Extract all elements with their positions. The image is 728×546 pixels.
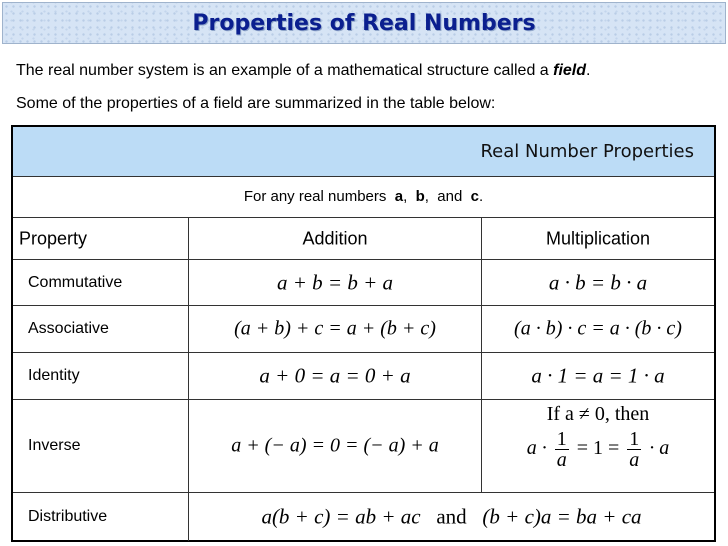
distributive-left: a(b + c) = ab + ac: [261, 504, 421, 529]
fraction: [555, 429, 569, 470]
page-title: Properties of Real Numbers: [192, 11, 536, 36]
table-row: [13, 353, 714, 400]
table-row: [13, 493, 714, 541]
intro-line-1: [16, 62, 590, 80]
addition-formula: a + 0 = a = 0 + a: [259, 363, 411, 388]
inverse-middle: = 1 =: [576, 437, 620, 460]
fraction-numerator: 1: [556, 428, 567, 450]
intro-text: The real number system is an example of a mathematical structure called a: [16, 62, 554, 79]
fraction-numerator: 1: [629, 428, 640, 450]
row-label: Identity: [28, 367, 80, 384]
table-row: [13, 306, 714, 353]
inverse-lhs: a ·: [526, 437, 547, 460]
header-multiplication: Multiplication: [545, 228, 651, 248]
note-text: For any real numbers: [243, 188, 387, 205]
addition-formula: a + b = b + a: [276, 270, 393, 294]
table-note: For any real numbers a, b, and c.: [13, 177, 714, 218]
multiplication-formula: (a · b) · c = a · (b · c): [514, 317, 682, 340]
addition-formula: a + (− a) = 0 = (− a) + a: [231, 434, 439, 457]
row-label: Commutative: [28, 273, 123, 291]
multiplication-formula: [482, 429, 714, 470]
multiplication-formula: a · b = b · a: [548, 270, 648, 294]
note-var-a: a: [394, 188, 404, 205]
header-addition: Addition: [302, 228, 368, 248]
inverse-rhs: · a: [649, 437, 670, 460]
table-caption-bar: [13, 127, 714, 177]
distributive-and: and: [436, 504, 467, 529]
fraction-denominator: a: [556, 449, 567, 471]
intro-period: .: [586, 62, 591, 79]
multiplication-formula: a · 1 = a = 1 · a: [531, 363, 665, 388]
distributive-formula: [189, 505, 714, 530]
addition-formula: (a + b) + c = a + (b + c): [234, 317, 436, 340]
table-caption: Real Number Properties: [480, 141, 694, 162]
multiplication-condition: If a ≠ 0, then: [546, 403, 650, 425]
table-row: [13, 400, 714, 493]
distributive-right: (b + c)a = ba + ca: [482, 504, 642, 529]
table-row: [13, 260, 714, 306]
intro-line-2: Some of the properties of a field are summarized in the table below:: [16, 95, 496, 112]
table-header-row: [13, 218, 714, 260]
note-var-b: b: [415, 188, 425, 205]
fraction-denominator: a: [629, 449, 640, 471]
fraction: [627, 429, 641, 470]
field-term: field: [553, 62, 587, 79]
title-banner: [2, 2, 726, 44]
note-and: and: [437, 188, 463, 205]
header-property: Property: [19, 228, 88, 248]
properties-table: [11, 125, 716, 542]
row-label: Distributive: [28, 508, 108, 525]
row-label: Inverse: [28, 437, 81, 454]
note-var-c: c: [470, 188, 479, 205]
row-label: Associative: [28, 320, 109, 337]
